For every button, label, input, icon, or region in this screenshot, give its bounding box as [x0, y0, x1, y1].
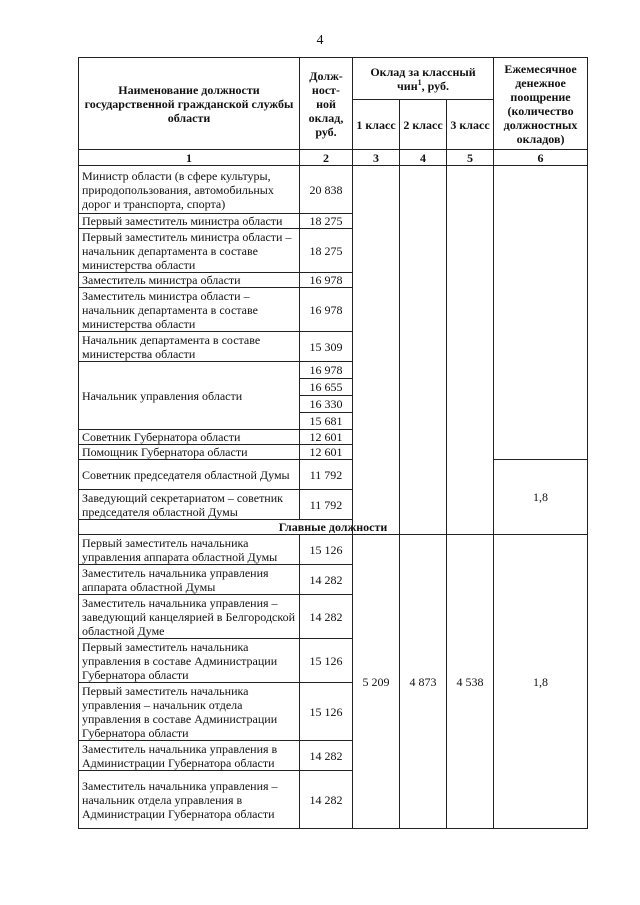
position-title: Первый заместитель министра области – начальник департамента в составе министерства области — [79, 229, 300, 273]
table-row — [79, 460, 588, 490]
salary-value: 14 282 — [300, 741, 353, 771]
salary-value: 12 601 — [300, 445, 353, 460]
table-row — [79, 166, 588, 214]
salary-value: 16 655 — [300, 379, 353, 396]
salary-value: 15 126 — [300, 683, 353, 741]
position-title: Советник председателя областной Думы — [79, 460, 300, 490]
position-title: Первый заместитель начальника управления в составе Администрации Губернатора области — [79, 639, 300, 683]
column-number: 4 — [400, 150, 447, 166]
salary-value: 16 978 — [300, 288, 353, 332]
salary-value: 16 330 — [300, 396, 353, 413]
class-1-empty — [353, 166, 400, 535]
header-class-rank-pay: Оклад за классный чин$^1$, руб. — [353, 58, 494, 100]
position-title: Заместитель министра области — [79, 273, 300, 288]
salary-value: 16 978 — [300, 273, 353, 288]
position-title: Заместитель начальника управления аппарата областной Думы — [79, 565, 300, 595]
header-position-title: Наименование должности государственной гражданской службы области — [79, 58, 300, 150]
position-title: Советник Губернатора области — [79, 430, 300, 445]
header-class-3: 3 класс — [447, 100, 494, 150]
column-number: 5 — [447, 150, 494, 166]
position-title: Министр области (в сфере культуры, природопользования, автомобильных дорог и транспорта, спорта) — [79, 166, 300, 214]
position-title: Начальник управления области — [79, 362, 300, 430]
class-1-value: 5 209 — [353, 535, 400, 829]
position-title: Начальник департамента в составе министерства области — [79, 332, 300, 362]
section-title: Главные должности — [79, 520, 588, 535]
position-title: Заместитель начальника управления – начальник отдела управления в Администрации Губернатора области — [79, 771, 300, 829]
page-number: 4 — [316, 33, 324, 48]
salary-value: 14 282 — [300, 565, 353, 595]
bonus-value: 1,8 — [494, 460, 588, 535]
position-title: Помощник Губернатора области — [79, 445, 300, 460]
salary-value: 15 309 — [300, 332, 353, 362]
position-title: Первый заместитель министра области — [79, 214, 300, 229]
header-class-2: 2 класс — [400, 100, 447, 150]
section-heading-row — [79, 520, 588, 535]
table-row — [79, 535, 588, 565]
salary-value: 15 126 — [300, 639, 353, 683]
salary-value: 14 282 — [300, 771, 353, 829]
position-title: Заместитель министра области – начальник департамента в составе министерства области — [79, 288, 300, 332]
class-3-empty — [447, 166, 494, 535]
salary-value: 20 838 — [300, 166, 353, 214]
salary-value: 16 978 — [300, 362, 353, 379]
position-title: Первый заместитель начальника управления – начальник отдела управления в составе Администрации Губернатора области — [79, 683, 300, 741]
bonus-empty — [494, 166, 588, 460]
salary-value: 11 792 — [300, 460, 353, 490]
column-number: 6 — [494, 150, 588, 166]
class-2-value: 4 873 — [400, 535, 447, 829]
column-number: 2 — [300, 150, 353, 166]
position-title: Первый заместитель начальника управления аппарата областной Думы — [79, 535, 300, 565]
salary-value: 14 282 — [300, 595, 353, 639]
position-title: Заместитель начальника управления – заведующий канцелярией в Белгородской областной Думе — [79, 595, 300, 639]
column-number: 1 — [79, 150, 300, 166]
salary-table — [78, 57, 588, 829]
header-class-1: 1 класс — [353, 100, 400, 150]
salary-value: 15 126 — [300, 535, 353, 565]
column-number: 3 — [353, 150, 400, 166]
position-title: Заведующий секретариатом – советник председателя областной Думы — [79, 490, 300, 520]
salary-value: 12 601 — [300, 430, 353, 445]
position-title: Заместитель начальника управления в Администрации Губернатора области — [79, 741, 300, 771]
header-monthly-bonus: Ежемесячное денежное поощрение (количество должностных окладов) — [494, 58, 588, 150]
class-3-value: 4 538 — [447, 535, 494, 829]
column-numbers-row — [79, 150, 588, 166]
salary-value: 15 681 — [300, 413, 353, 430]
salary-value: 18 275 — [300, 229, 353, 273]
header-salary: Долж-ност-ной оклад, руб. — [300, 58, 353, 150]
header-row-top — [79, 58, 588, 100]
salary-value: 18 275 — [300, 214, 353, 229]
salary-value: 11 792 — [300, 490, 353, 520]
class-2-empty — [400, 166, 447, 535]
bonus-value: 1,8 — [494, 535, 588, 829]
